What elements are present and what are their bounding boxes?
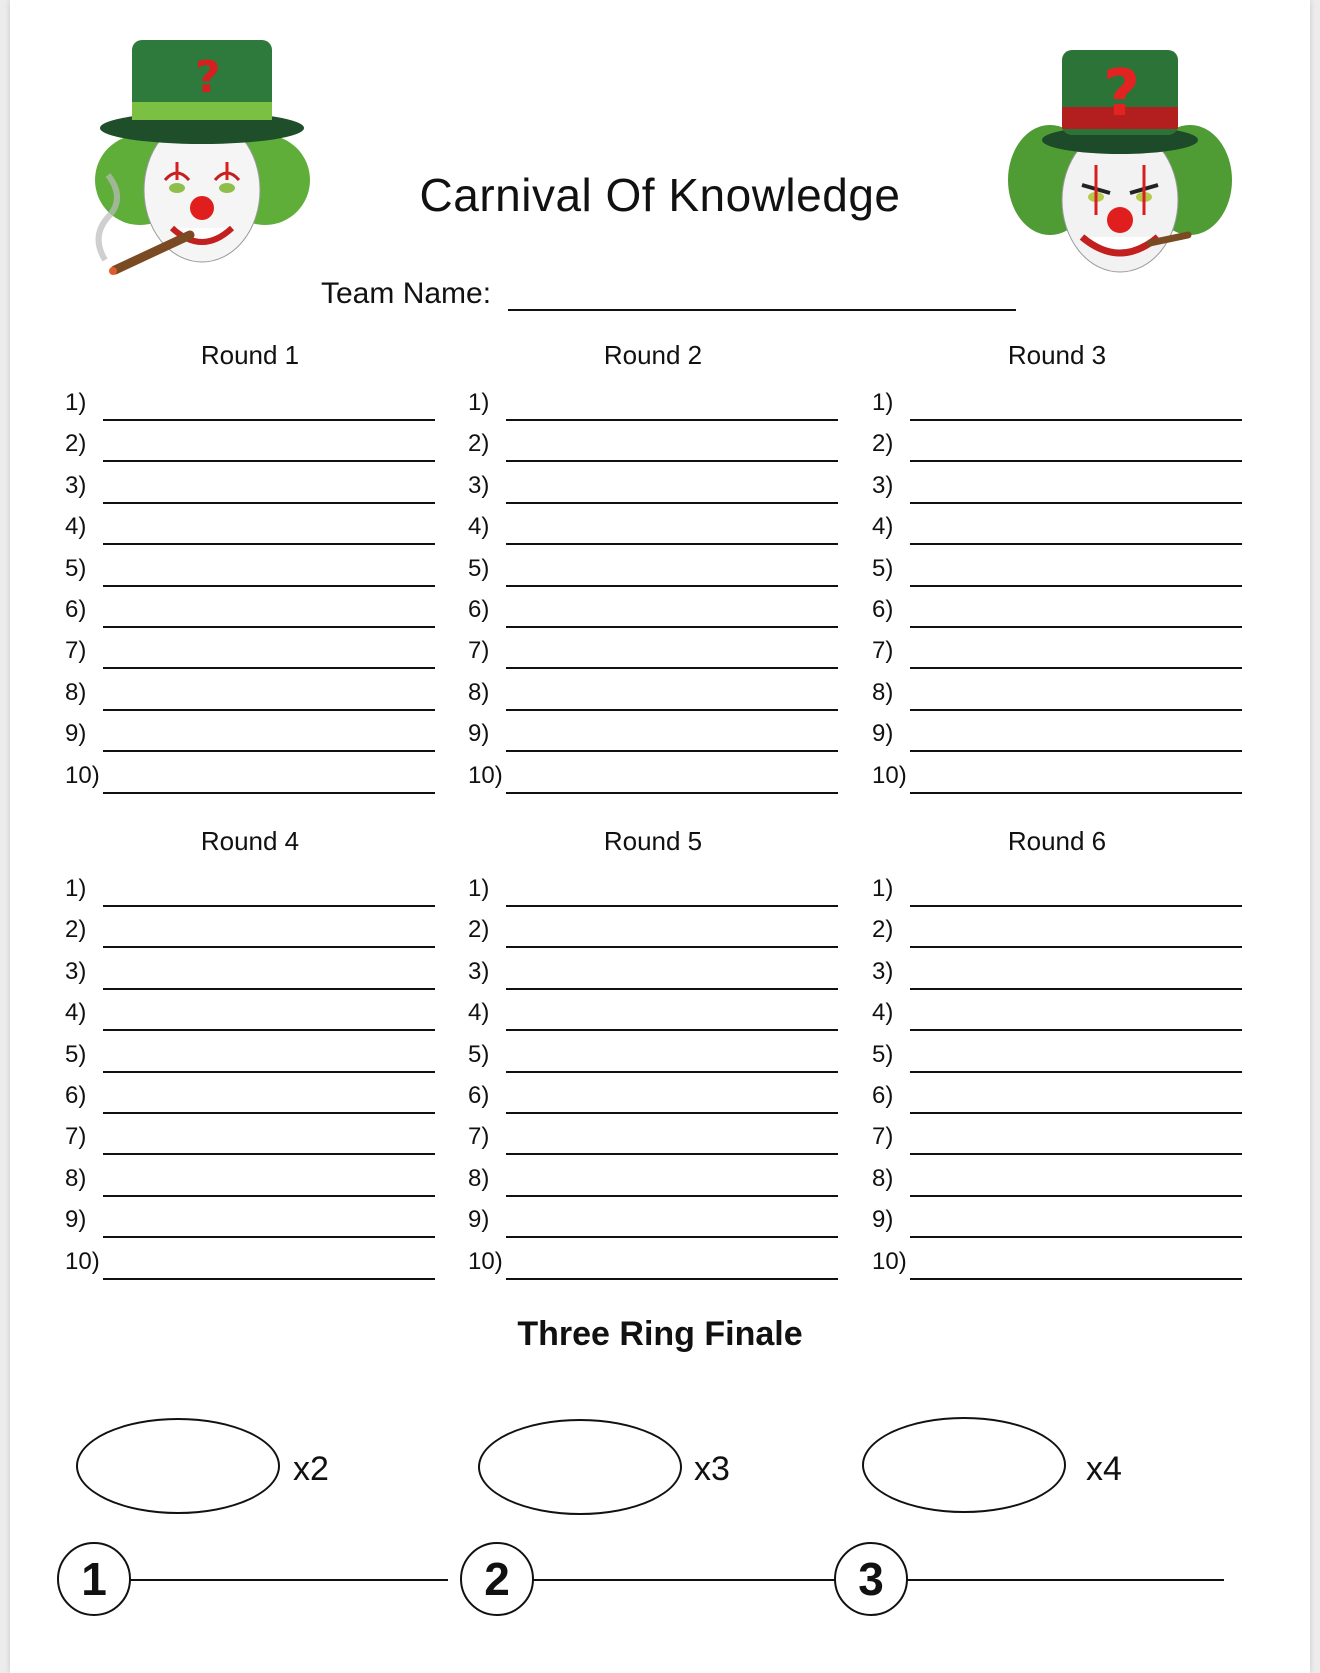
answer-line[interactable] xyxy=(103,709,435,711)
question-number: 5) xyxy=(872,554,894,582)
page-title: Carnival Of Knowledge xyxy=(419,169,901,221)
answer-row xyxy=(65,1158,435,1199)
question-number: 10) xyxy=(468,761,503,789)
answer-line[interactable] xyxy=(506,543,838,545)
answer-line[interactable] xyxy=(506,1153,838,1155)
answer-row xyxy=(65,951,435,992)
answer-row xyxy=(872,630,1242,671)
answer-row xyxy=(872,868,1242,909)
answer-row xyxy=(65,630,435,671)
answer-row xyxy=(468,1158,838,1199)
question-number: 8) xyxy=(468,678,490,706)
round-block xyxy=(65,826,435,1296)
answer-row xyxy=(468,548,838,589)
question-number: 6) xyxy=(65,596,87,623)
answer-line[interactable] xyxy=(506,419,838,421)
answer-row xyxy=(65,755,435,796)
question-number: 2) xyxy=(872,430,894,458)
answer-line[interactable] xyxy=(103,1236,435,1238)
answer-line[interactable] xyxy=(910,1112,1242,1114)
answer-line[interactable] xyxy=(910,1195,1242,1197)
question-number: 7) xyxy=(468,1123,490,1151)
answer-row xyxy=(65,1241,435,1282)
answer-line[interactable] xyxy=(103,1112,435,1114)
answer-line[interactable] xyxy=(103,1278,435,1280)
answer-line[interactable] xyxy=(103,1071,435,1073)
answer-row xyxy=(872,589,1242,630)
answer-line[interactable] xyxy=(506,502,838,504)
answer-line[interactable] xyxy=(910,750,1242,752)
question-number: 4) xyxy=(65,999,87,1027)
finale-answer-line-1[interactable] xyxy=(130,1579,448,1581)
question-number: 5) xyxy=(65,554,87,582)
answer-line[interactable] xyxy=(910,543,1242,545)
answer-line[interactable] xyxy=(506,988,838,990)
round-block xyxy=(872,826,1242,1296)
scary-clown-illustration xyxy=(1000,35,1240,285)
finale-number-circle: 3 xyxy=(834,1542,908,1616)
question-number: 10) xyxy=(65,761,100,789)
finale-oval-answer-1[interactable] xyxy=(76,1418,280,1514)
answer-line[interactable] xyxy=(910,502,1242,504)
team-name-field[interactable] xyxy=(508,309,1016,311)
question-number: 6) xyxy=(468,596,490,623)
answer-row xyxy=(65,672,435,713)
question-number: 2) xyxy=(65,916,87,944)
question-number: 7) xyxy=(65,1123,87,1151)
answer-row xyxy=(872,755,1242,796)
answer-row xyxy=(468,1034,838,1075)
answer-row xyxy=(65,713,435,754)
answer-line[interactable] xyxy=(506,750,838,752)
finale-number-circle: 1 xyxy=(57,1542,131,1616)
answer-row xyxy=(872,382,1242,423)
question-number: 9) xyxy=(872,1206,894,1234)
answer-row xyxy=(468,951,838,992)
answer-row xyxy=(872,951,1242,992)
answer-row xyxy=(468,589,838,630)
question-number: 1) xyxy=(872,389,894,416)
answer-line[interactable] xyxy=(910,1278,1242,1280)
finale-answer-line-2[interactable] xyxy=(532,1579,840,1581)
answer-row xyxy=(468,713,838,754)
question-number: 8) xyxy=(65,1164,87,1192)
answer-line[interactable] xyxy=(103,419,435,421)
answer-line[interactable] xyxy=(910,585,1242,587)
answer-line[interactable] xyxy=(910,792,1242,794)
answer-row xyxy=(468,909,838,950)
question-number: 4) xyxy=(468,999,490,1027)
answer-row xyxy=(65,868,435,909)
answer-row xyxy=(872,1158,1242,1199)
finale-oval-answer-3[interactable] xyxy=(862,1417,1066,1513)
answer-line[interactable] xyxy=(506,1195,838,1197)
answer-line[interactable] xyxy=(103,460,435,462)
answer-row xyxy=(65,465,435,506)
answer-line[interactable] xyxy=(910,905,1242,907)
answer-sheet xyxy=(10,0,1310,1673)
answer-line[interactable] xyxy=(103,946,435,948)
answer-line[interactable] xyxy=(506,585,838,587)
answer-row xyxy=(65,1075,435,1116)
question-number: 1) xyxy=(468,875,490,902)
question-number: 5) xyxy=(468,554,490,582)
answer-line[interactable] xyxy=(506,1112,838,1114)
answer-row xyxy=(65,423,435,464)
question-number: 10) xyxy=(468,1247,503,1275)
answer-line[interactable] xyxy=(103,988,435,990)
answer-line[interactable] xyxy=(506,1029,838,1031)
answer-row xyxy=(468,465,838,506)
question-number: 5) xyxy=(468,1040,490,1068)
answer-row xyxy=(872,672,1242,713)
answer-line[interactable] xyxy=(910,667,1242,669)
question-number: 9) xyxy=(872,720,894,748)
round-title: Round 4 xyxy=(200,826,300,856)
answer-row xyxy=(872,465,1242,506)
answer-row xyxy=(65,1116,435,1157)
answer-line[interactable] xyxy=(506,667,838,669)
answer-line[interactable] xyxy=(103,502,435,504)
question-number: 9) xyxy=(65,1206,87,1234)
answer-row xyxy=(65,1034,435,1075)
answer-line[interactable] xyxy=(506,626,838,628)
question-number: 7) xyxy=(872,637,894,665)
question-number: 1) xyxy=(65,875,87,902)
round-block xyxy=(65,340,435,810)
question-number: 10) xyxy=(872,1247,907,1275)
question-number: 6) xyxy=(872,596,894,623)
answer-row xyxy=(65,506,435,547)
question-number: 1) xyxy=(872,875,894,902)
answer-row xyxy=(468,672,838,713)
answer-row xyxy=(65,382,435,423)
finale-oval-answer-2[interactable] xyxy=(478,1419,682,1515)
answer-row xyxy=(65,992,435,1033)
answer-row xyxy=(468,506,838,547)
finale-answer-line-3[interactable] xyxy=(906,1579,1224,1581)
answer-line[interactable] xyxy=(506,905,838,907)
finale-title: Three Ring Finale xyxy=(517,1315,803,1353)
question-number: 9) xyxy=(468,720,490,748)
question-number: 3) xyxy=(65,471,87,499)
team-name-label: Team Name: xyxy=(321,277,492,310)
answer-line[interactable] xyxy=(506,792,838,794)
round-title: Round 1 xyxy=(200,340,300,370)
question-number: 3) xyxy=(65,957,87,985)
answer-row xyxy=(872,1199,1242,1240)
answer-line[interactable] xyxy=(506,460,838,462)
answer-line[interactable] xyxy=(103,543,435,545)
question-number: 9) xyxy=(65,720,87,748)
question-number: 2) xyxy=(468,916,490,944)
svg-text:?: ? xyxy=(195,52,221,103)
question-number: 4) xyxy=(872,999,894,1027)
question-number: 9) xyxy=(468,1206,490,1234)
question-number: 1) xyxy=(65,389,87,416)
answer-row xyxy=(65,548,435,589)
round-title: Round 2 xyxy=(603,340,703,370)
answer-line[interactable] xyxy=(103,1029,435,1031)
answer-row xyxy=(65,909,435,950)
question-number: 6) xyxy=(468,1082,490,1109)
question-number: 7) xyxy=(65,637,87,665)
answer-row xyxy=(65,589,435,630)
answer-line[interactable] xyxy=(103,667,435,669)
answer-row xyxy=(872,1116,1242,1157)
question-number: 3) xyxy=(468,957,490,985)
answer-line[interactable] xyxy=(910,946,1242,948)
question-number: 7) xyxy=(872,1123,894,1151)
question-number: 10) xyxy=(872,761,907,789)
answer-line[interactable] xyxy=(910,626,1242,628)
question-number: 6) xyxy=(65,1082,87,1109)
answer-line[interactable] xyxy=(506,1236,838,1238)
answer-line[interactable] xyxy=(910,460,1242,462)
answer-line[interactable] xyxy=(103,750,435,752)
answer-line[interactable] xyxy=(910,709,1242,711)
answer-row xyxy=(872,1034,1242,1075)
answer-row xyxy=(468,423,838,464)
clown-with-cigar-illustration xyxy=(80,30,320,280)
question-number: 8) xyxy=(872,678,894,706)
answer-line[interactable] xyxy=(506,1071,838,1073)
question-number: 8) xyxy=(65,678,87,706)
answer-row xyxy=(872,1075,1242,1116)
question-number: 3) xyxy=(872,957,894,985)
multiplier-label: x2 xyxy=(293,1450,329,1488)
answer-line[interactable] xyxy=(103,585,435,587)
answer-row xyxy=(468,992,838,1033)
answer-line[interactable] xyxy=(910,419,1242,421)
answer-line[interactable] xyxy=(506,709,838,711)
answer-line[interactable] xyxy=(103,792,435,794)
answer-line[interactable] xyxy=(910,1236,1242,1238)
answer-row xyxy=(468,1116,838,1157)
question-number: 7) xyxy=(468,637,490,665)
question-number: 3) xyxy=(872,471,894,499)
answer-line[interactable] xyxy=(910,1029,1242,1031)
answer-row xyxy=(468,382,838,423)
question-number: 3) xyxy=(468,471,490,499)
question-number: 6) xyxy=(872,1082,894,1109)
answer-line[interactable] xyxy=(910,988,1242,990)
round-title: Round 6 xyxy=(1007,826,1107,856)
round-block xyxy=(468,826,838,1296)
answer-line[interactable] xyxy=(910,1153,1242,1155)
question-number: 8) xyxy=(872,1164,894,1192)
question-number: 8) xyxy=(468,1164,490,1192)
answer-row xyxy=(872,423,1242,464)
question-number: 5) xyxy=(65,1040,87,1068)
answer-row xyxy=(468,1075,838,1116)
multiplier-label: x4 xyxy=(1086,1450,1122,1488)
answer-row xyxy=(65,1199,435,1240)
question-number: 2) xyxy=(65,430,87,458)
question-number: 4) xyxy=(65,513,87,541)
round-title: Round 3 xyxy=(1007,340,1107,370)
answer-row xyxy=(872,506,1242,547)
answer-line[interactable] xyxy=(103,1153,435,1155)
round-title: Round 5 xyxy=(603,826,703,856)
answer-line[interactable] xyxy=(506,946,838,948)
answer-row xyxy=(872,992,1242,1033)
finale-number-circle: 2 xyxy=(460,1542,534,1616)
round-block xyxy=(872,340,1242,810)
question-number: 4) xyxy=(468,513,490,541)
question-number: 5) xyxy=(872,1040,894,1068)
answer-row xyxy=(468,630,838,671)
answer-line[interactable] xyxy=(103,626,435,628)
answer-row xyxy=(468,1199,838,1240)
answer-row xyxy=(872,548,1242,589)
question-number: 1) xyxy=(468,389,490,416)
question-number: 2) xyxy=(872,916,894,944)
answer-line[interactable] xyxy=(103,1195,435,1197)
answer-row xyxy=(468,1241,838,1282)
question-number: 10) xyxy=(65,1247,100,1275)
round-block xyxy=(468,340,838,810)
question-number: 4) xyxy=(872,513,894,541)
answer-row xyxy=(468,755,838,796)
answer-line[interactable] xyxy=(103,905,435,907)
svg-text:?: ? xyxy=(1103,57,1141,131)
answer-row xyxy=(468,868,838,909)
multiplier-label: x3 xyxy=(694,1450,730,1488)
answer-line[interactable] xyxy=(506,1278,838,1280)
answer-row xyxy=(872,909,1242,950)
answer-row xyxy=(872,1241,1242,1282)
answer-row xyxy=(872,713,1242,754)
question-number: 2) xyxy=(468,430,490,458)
answer-line[interactable] xyxy=(910,1071,1242,1073)
